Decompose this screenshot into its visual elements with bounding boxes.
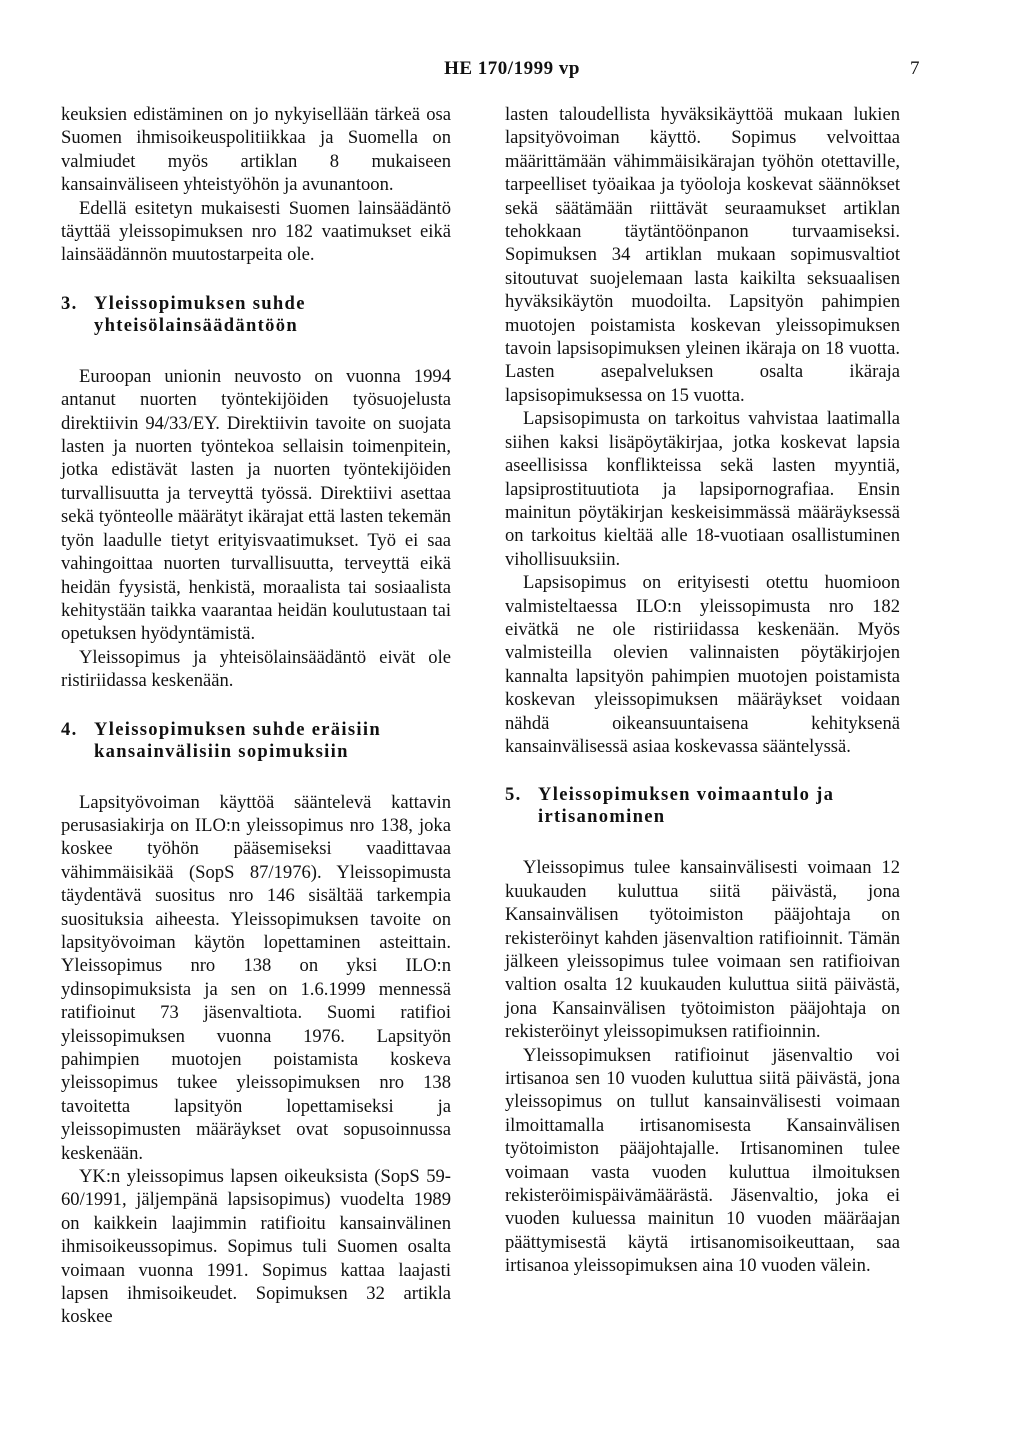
section-heading-3 [61,293,451,337]
paragraph: Yleissopimuksen ratifioinut jäsenvaltio voi irtisanoa sen 10 vuoden kuluttua siitä päivästä, jona yleissopimus on tullut kansainvälisesti voimaan ilmoittamalla irtisanomisesta Kansainvälisen työtoimiston pääjohtajalle. Irtisanominen tulee voimaan vasta vuoden kuluttua ilmoituksen rekisteröimispäivämäärästä. Jäsenvaltio, joka ei vuoden kuluessa mainitun 10 vuoden määräajan päättymisestä käytä irtisanomisoikeuttaan, saa irtisanoa yleissopimuksen aina 10 vuoden välein. [505,1044,900,1277]
paragraph: Yleissopimus ja yhteisölainsäädäntö eivät ole ristiriidassa keskenään. [61,646,451,692]
paragraph: Yleissopimus tulee kansainvälisesti voimaan 12 kuukauden kuluttua siitä päivästä, jona Kansainvälisen työtoimiston pääjohtaja on rekisteröinyt kahden jäsenvaltion ratifioinnit. Tämän jälkeen yleissopimus tulee voimaan sen ratifioivan valtion osalta 12 kuukauden kuluttua siitä päivästä, jona Kansainvälisen työtoimiston pääjohtaja on rekisteröinyt yleissopimuksen ratifioinnin. [505,857,900,1043]
paragraph: YK:n yleissopimus lapsen oikeuksista (SopS 59-60/1991, jäljempänä lapsisopimus) vuodelta 1989 on kaikkein laajimmin ratifioitu kansainvälinen ihmisoikeussopimus. Sopimus tuli Suomen osalta voimaan vuonna 1991. Sopimus kattaa laajasti lapsen ihmisoikeudet. Sopimuksen 32 artikla koskee [61,1166,451,1328]
paragraph: Edellä esitetyn mukaisesti Suomen lainsäädäntö täyttää yleissopimuksen nro 182 vaatimukset eikä lainsäädännön muutostarpeita ole. [61,197,451,266]
section-number: 4. [61,718,78,740]
paragraph: Euroopan unionin neuvosto on vuonna 1994 antanut nuorten työntekijöiden työsuojelusta direktiivin 94/33/EY. Direktiivin tavoite on suojata lasten ja nuorten työntekoa sellaisin toimenpitein, jotka edistävät lasten ja nuorten työntekijöiden turvallisuutta ja terveyttä työssä. Direktiivi asettaa sekä työnteolle määrätyt ikärajat että lasten tekemän työn laadulle tietyt erityisvaatimukset. Työ ei saa vahingoittaa nuorten turvallisuutta, terveyttä eikä heidän fyysistä, henkistä, moraalista tai sosiaalista kehitystään taikka vaarantaa heidän koulutustaan tai opetuksen hyödyntämistä. [61,365,451,645]
section-heading-5 [505,784,900,828]
paragraph: Lapsisopimusta on tarkoitus vahvistaa laatimalla siihen kaksi lisäpöytäkirjaa, jotka koskevat lapsia aseellisissa konflikteissa sekä lasten myyntiä, lapsiprostituutiota ja lapsipornografiaa. Ensin mainitun pöytäkirjan keskeisimmässä määräyksessä on tarkoitus kieltää alle 18-vuotiaan osallistuminen vihollisuuksiin. [505,408,900,570]
section-number: 3. [61,292,78,314]
paragraph: lasten taloudellista hyväksikäyttöä mukaan lukien lapsityövoiman käyttö. Sopimus velvoittaa määrittämään vähimmäisikärajan työhön otettaville, tarpeelliset työaikaa ja työoloja koskevat säännökset sekä säätämään riittävät seuraamukset artiklan tehokkaan täytäntöönpanon turvaamiseksi. Sopimuksen 34 artiklan mukaan sopimusvaltiot sitoutuvat suojelemaan lasta kaikilta seksuaalisen hyväksikäytön muodoilta. Lapsityön pahimpien muotojen poistamista koskevan yleissopimuksen tavoin lapsisopimuksen yleinen ikäraja on 18 vuotta. Lasten asepalveluksen osalta ikäraja lapsisopimuksessa on 15 vuotta. [505,104,900,406]
left-column [61,103,451,1329]
right-column [505,103,900,1278]
section-title: Yleissopimuksen voimaantulo ja irtisanominen [538,784,835,828]
document-header-title: HE 170/1999 vp [444,58,580,79]
section-title: Yleissopimuksen suhde eräisiin kansainvälisiin sopimuksiin [94,718,381,762]
paragraph: keuksien edistäminen on jo nykyisellään tärkeä osa Suomen ihmisoikeuspolitiikkaa ja Suomella on valmiudet myös artiklan 8 mukaiseen kansainväliseen yhteistyöhön ja avunantoon. [61,104,451,196]
section-heading-4 [61,719,451,763]
section-number: 5. [505,784,522,806]
page-number: 7 [910,58,920,79]
section-title: Yleissopimuksen suhde yhteisölainsäädäntöön [94,292,306,336]
paragraph: Lapsisopimus on erityisesti otettu huomioon valmisteltaessa ILO:n yleissopimusta nro 182 eivätkä ne ole ristiriidassa keskenään. Myös valmisteilla olevien valinnaisten pöytäkirjojen kannalta lapsityön pahimpien muotojen poistamista koskevan yleissopimuksen määräykset voidaan nähdä oikeansuuntaisena kehityksenä kansainvälisessä asiaa koskevassa sääntelyssä. [505,572,900,757]
paragraph: Lapsityövoiman käyttöä sääntelevä kattavin perusasiakirja on ILO:n yleissopimus nro 138, joka koskee työhön pääsemiseksi vaadittavaa vähimmäisikää (SopS 87/1976). Yleissopimusta täydentävä suositus nro 146 sisältää tarkempia suosituksia aiheesta. Yleissopimuksen tavoite on lapsityövoiman käytön lopettaminen asteittain. Yleissopimus nro 138 on yksi ILO:n ydinsopimuksista ja sen on 1.6.1999 mennessä ratifioinut 73 jäsenvaltiota. Suomi ratifioi yleissopimuksen vuonna 1976. Lapsityön pahimpien muotojen poistamista koskeva yleissopimus tukee yleissopimuksen nro 138 tavoitetta lapsityön lopettamiseksi ja yleissopimusten määräykset ovat sopusoinnussa keskenään. [61,791,451,1164]
